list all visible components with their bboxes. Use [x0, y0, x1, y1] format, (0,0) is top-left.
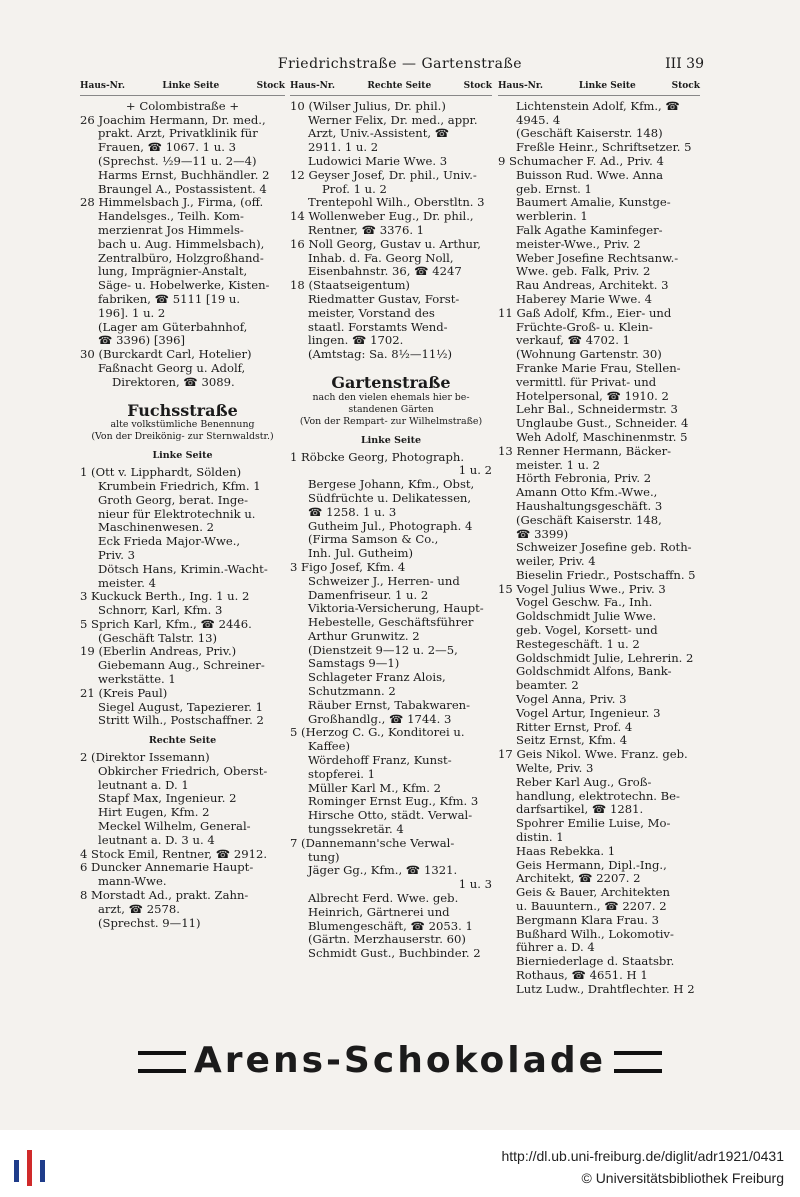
- directory-entry: (Von der Rempart- zur Wilhelmstraße): [299, 415, 483, 427]
- directory-entry: Harms Ernst, Buchhändler. 2: [98, 168, 270, 182]
- directory-entry: 1 u. 2: [458, 464, 492, 478]
- directory-entry: nieur für Elektrotechnik u.: [98, 507, 256, 521]
- copyright-notice: © Universitätsbibliothek Freiburg: [581, 1170, 784, 1186]
- directory-entry: 21 (Kreis Paul): [80, 686, 168, 700]
- directory-entry: 1 u. 3: [458, 878, 492, 892]
- directory-entry: 1 (Ott v. Lipphardt, Sölden): [80, 466, 242, 480]
- directory-entry: lingen. ☎ 1702.: [308, 334, 404, 348]
- directory-entry: Geis Hermann, Dipl.-Ing.,: [516, 858, 667, 872]
- directory-entry: Rothaus, ☎ 4651. H 1: [516, 969, 648, 982]
- directory-entry: distin. 1: [516, 831, 564, 845]
- directory-entry: Schutzmann. 2: [308, 685, 396, 699]
- directory-entry: Bergmann Klara Frau. 3: [516, 913, 660, 927]
- directory-entry: werkstätte. 1: [98, 673, 176, 687]
- directory-entry: Säge- u. Hobelwerke, Kisten-: [98, 279, 270, 293]
- directory-entry: ☎ 1258. 1 u. 3: [308, 505, 397, 519]
- directory-entry: verkauf, ☎ 4702. 1: [516, 334, 630, 348]
- directory-entry: Eck Frieda Major-Wwe.,: [98, 535, 241, 549]
- directory-entry: Stritt Wilh., Postschaffner. 2: [98, 714, 264, 728]
- col-head-house-no: Haus-Nr.: [80, 81, 125, 91]
- directory-entry: Bieselin Friedr., Postschaffn. 5: [516, 568, 696, 582]
- directory-entry: u. Bauuntern., ☎ 2207. 2: [516, 900, 667, 914]
- street-heading: Gartenstraße: [331, 375, 451, 390]
- directory-entry: 13 Renner Hermann, Bäcker-: [498, 444, 672, 458]
- directory-entry: Trentepohl Wilh., Oberstltn. 3: [308, 196, 485, 210]
- directory-entry: Inh. Jul. Gutheim): [308, 547, 414, 561]
- directory-entry: beamter. 2: [516, 679, 579, 693]
- directory-entry: Wwe. geb. Falk, Priv. 2: [516, 265, 651, 279]
- directory-entry: Haas Rebekka. 1: [516, 844, 616, 858]
- directory-entry: Ludowici Marie Wwe. 3: [308, 154, 448, 168]
- directory-entry: tung): [308, 850, 340, 864]
- directory-entry: staatl. Forstamts Wend-: [308, 320, 448, 334]
- directory-entry: Weber Josefine Rechtsanw.-: [516, 251, 679, 265]
- directory-entry: darfsartikel, ☎ 1281.: [516, 803, 644, 817]
- directory-entry: ☎ 3396) [396]: [98, 334, 186, 348]
- directory-entry: leutnant a. D. 1: [98, 778, 189, 792]
- directory-entry: Freßle Heinr., Schriftsetzer. 5: [516, 141, 692, 155]
- directory-entry: Franke Marie Frau, Stellen-: [516, 361, 681, 375]
- directory-entry: bach u. Aug. Himmelsbach),: [98, 237, 265, 251]
- directory-entry: Seitz Ernst, Kfm. 4: [516, 734, 628, 748]
- directory-entry: merzienrat Jos Himmels-: [98, 223, 244, 237]
- directory-entry: 3 Kuckuck Berth., Ing. 1 u. 2: [80, 590, 250, 604]
- col-head-floor: Stock: [256, 81, 285, 91]
- directory-entry: Lehr Bal., Schneidermstr. 3: [516, 403, 678, 417]
- directory-entry: fabriken, ☎ 5111 [19 u.: [98, 292, 241, 306]
- directory-entry: meister-Wwe., Priv. 2: [516, 237, 641, 251]
- directory-entry: Kaffee): [308, 740, 351, 754]
- directory-entry: alte volkstümliche Benennung: [110, 419, 255, 431]
- directory-entry: Welte, Priv. 3: [516, 762, 594, 776]
- page-number: III 39: [665, 56, 704, 72]
- directory-entry: stopferei. 1: [308, 767, 376, 781]
- directory-entry: Krumbein Friedrich, Kfm. 1: [98, 479, 261, 493]
- directory-entry: Hirt Eugen, Kfm. 2: [98, 806, 210, 820]
- directory-entry: (Sprechst. ½9—11 u. 2—4): [98, 154, 257, 168]
- directory-entry: meister, Vorstand des: [308, 306, 435, 320]
- directory-entry: Reber Karl Aug., Groß-: [516, 775, 652, 789]
- directory-entry: geb. Ernst. 1: [516, 182, 592, 196]
- directory-entry: Falk Agathe Kaminfeger-: [516, 223, 663, 237]
- directory-entry: (Geschäft Kaiserstr. 148): [516, 127, 663, 141]
- column-header: [290, 80, 492, 96]
- directory-entry: Siegel August, Tapezierer. 1: [98, 700, 264, 714]
- directory-entry: Geis & Bauer, Architekten: [516, 886, 670, 900]
- directory-entry: Lutz Ludw., Drahtflechter. H 2: [516, 982, 695, 996]
- directory-entry: Haberey Marie Wwe. 4: [516, 292, 652, 306]
- directory-entry: 9 Schumacher F. Ad., Priv. 4: [498, 154, 664, 168]
- directory-entry: Früchte-Groß- u. Klein-: [516, 320, 653, 334]
- directory-entry: 30 (Burckardt Carl, Hotelier): [80, 348, 252, 362]
- directory-entry: Direktoren, ☎ 3089.: [112, 375, 235, 389]
- directory-entry: (Geschäft Kaiserstr. 148,: [516, 513, 662, 527]
- directory-entry: Schmidt Gust., Buchbinder. 2: [308, 947, 481, 961]
- directory-entry: führer a. D. 4: [516, 941, 595, 955]
- directory-entry: Jäger Gg., Kfm., ☎ 1321.: [308, 864, 458, 878]
- col-head-side: Linke Seite: [162, 81, 220, 91]
- directory-entry: Vogel Geschw. Fa., Inh.: [516, 596, 653, 610]
- col-head-side: Rechte Seite: [367, 81, 432, 91]
- directory-entry: 18 (Staatseigentum): [290, 279, 410, 293]
- directory-entry: prakt. Arzt, Privatklinik für: [98, 127, 258, 141]
- directory-entry: Südfrüchte u. Delikatessen,: [308, 491, 472, 505]
- directory-entry: Dötsch Hans, Krimin.-Wacht-: [98, 562, 268, 576]
- directory-entry: 28 Himmelsbach J., Firma, (off.: [80, 196, 264, 210]
- directory-entry: Arzt, Univ.-Assistent, ☎: [308, 127, 450, 141]
- directory-entry: Gutheim Jul., Photograph. 4: [308, 519, 473, 533]
- directory-entry: Rentner, ☎ 3376. 1: [308, 223, 425, 237]
- directory-entry: weiler, Priv. 4: [516, 555, 596, 569]
- directory-entry: Maschinenwesen. 2: [98, 521, 215, 535]
- directory-entry: Viktoria-Versicherung, Haupt-: [308, 602, 484, 616]
- advertisement-text: Arens-Schokolade: [193, 1040, 607, 1081]
- directory-entry: meister. 1 u. 2: [516, 458, 600, 472]
- directory-entry: (Amtstag: Sa. 8½—11½): [308, 348, 453, 362]
- column-header: [498, 80, 700, 96]
- column-middle: [290, 80, 492, 961]
- directory-entry: lung, Imprägnier-Anstalt,: [98, 265, 248, 279]
- col-head-side: Linke Seite: [578, 81, 636, 91]
- directory-entry: Müller Karl M., Kfm. 2: [308, 781, 441, 795]
- directory-entry: Riedmatter Gustav, Forst-: [308, 292, 460, 306]
- entry-list: [290, 100, 492, 961]
- directory-entry: Bergese Johann, Kfm., Obst,: [308, 478, 475, 492]
- page-header-title: Friedrichstraße — Gartenstraße: [277, 56, 523, 72]
- directory-entry: 1 Röbcke Georg, Photograph.: [290, 450, 465, 464]
- directory-entry: + Colombistraße +: [125, 99, 240, 113]
- permalink-link[interactable]: http://dl.ub.uni-freiburg.de/diglit/adr1921/0431: [501, 1148, 784, 1164]
- viewer-footer: [0, 1136, 800, 1197]
- directory-entry: (Von der Dreikönig- zur Sternwaldstr.): [91, 431, 274, 443]
- directory-entry: Prof. 1 u. 2: [322, 182, 387, 196]
- directory-entry: mann-Wwe.: [98, 875, 167, 889]
- directory-entry: (Wohnung Gartenstr. 30): [516, 348, 662, 362]
- directory-entry: Faßnacht Georg u. Adolf,: [98, 361, 246, 375]
- directory-entry: Giebemann Aug., Schreiner-: [98, 659, 265, 673]
- directory-entry: Goldschmidt Julie Wwe.: [516, 610, 657, 624]
- directory-entry: 4945. 4: [516, 113, 561, 127]
- directory-entry: arzt, ☎ 2578.: [98, 902, 180, 916]
- directory-entry: Eisenbahnstr. 36, ☎ 4247: [308, 265, 462, 279]
- directory-entry: Schlageter Franz Alois,: [308, 671, 446, 685]
- directory-entry: Blumengeschäft, ☎ 2053. 1: [308, 919, 473, 933]
- directory-entry: 2911. 1 u. 2: [308, 141, 379, 155]
- directory-entry: 12 Geyser Josef, Dr. phil., Univ.-: [290, 168, 477, 182]
- directory-entry: Groth Georg, berat. Inge-: [98, 493, 249, 507]
- directory-entry: 10 (Wilser Julius, Dr. phil.): [290, 99, 446, 113]
- directory-entry: Handelsges., Teilh. Kom-: [98, 210, 244, 224]
- directory-entry: 5 (Herzog C. G., Konditorei u.: [290, 726, 465, 740]
- directory-entry: Spohrer Emilie Luise, Mo-: [516, 817, 671, 831]
- directory-entry: 2 (Direktor Issemann): [80, 751, 210, 765]
- directory-entry: werblerin. 1: [516, 210, 588, 224]
- entry-list: [498, 100, 700, 997]
- directory-entry: 5 Sprich Karl, Kfm., ☎ 2446.: [80, 617, 252, 631]
- library-logo-icon: [10, 1146, 50, 1190]
- directory-entry: Rominger Ernst Eug., Kfm. 3: [308, 795, 479, 809]
- directory-entry: Schweizer Josefine geb. Roth-: [516, 541, 692, 555]
- street-heading: Fuchsstraße: [127, 403, 238, 418]
- directory-entry: Räuber Ernst, Tabakwaren-: [308, 698, 471, 712]
- directory-entry: 26 Joachim Hermann, Dr. med.,: [80, 113, 266, 127]
- col-head-floor: Stock: [463, 81, 492, 91]
- directory-entry: Werner Felix, Dr. med., appr.: [308, 113, 478, 127]
- directory-entry: Großhandlg., ☎ 1744. 3: [308, 712, 452, 726]
- directory-entry: vermittl. für Privat- und: [516, 375, 657, 389]
- directory-entry: (Dienstzeit 9—12 u. 2—5,: [308, 643, 458, 657]
- directory-entry: Braungel A., Postassistent. 4: [98, 182, 267, 196]
- directory-entry: (Sprechst. 9—11): [98, 916, 201, 930]
- col-head-house-no: Haus-Nr.: [290, 81, 335, 91]
- directory-entry: Goldschmidt Alfons, Bank-: [516, 665, 672, 679]
- directory-entry: Samstags 9—1): [308, 657, 400, 671]
- directory-entry: Buisson Rud. Wwe. Anna: [516, 168, 664, 182]
- directory-entry: Restegeschäft. 1 u. 2: [516, 637, 640, 651]
- directory-entry: Stapf Max, Ingenieur. 2: [98, 792, 237, 806]
- directory-entry: 8 Morstadt Ad., prakt. Zahn-: [80, 889, 249, 903]
- col-head-house-no: Haus-Nr.: [498, 81, 543, 91]
- directory-entry: Goldschmidt Julie, Lehrerin. 2: [516, 651, 694, 665]
- directory-entry: tungssekretär. 4: [308, 823, 404, 837]
- column-header: [80, 80, 285, 96]
- side-heading: Linke Seite: [152, 450, 213, 462]
- directory-entry: 6 Duncker Annemarie Haupt-: [80, 861, 254, 875]
- directory-entry: standenen Gärten: [348, 403, 434, 415]
- directory-entry: meister. 4: [98, 576, 157, 590]
- directory-entry: Inhab. d. Fa. Georg Noll,: [308, 251, 454, 265]
- directory-entry: Bußhard Wilh., Lokomotiv-: [516, 927, 674, 941]
- directory-entry: Damenfriseur. 1 u. 2: [308, 588, 429, 602]
- directory-entry: 17 Geis Nikol. Wwe. Franz. geb.: [498, 748, 688, 762]
- directory-entry: geb. Vogel, Korsett- und: [516, 624, 658, 638]
- directory-entry: 7 (Dannemann'sche Verwal-: [290, 836, 455, 850]
- directory-entry: Vogel Artur, Ingenieur. 3: [516, 706, 661, 720]
- directory-entry: Heinrich, Gärtnerei und: [308, 905, 450, 919]
- decorative-bar-left: [138, 1051, 186, 1073]
- directory-entry: Weh Adolf, Maschinenmstr. 5: [516, 430, 688, 444]
- directory-entry: Frauen, ☎ 1067. 1 u. 3: [98, 141, 236, 155]
- directory-entry: Meckel Wilhelm, General-: [98, 820, 251, 834]
- directory-entry: Architekt, ☎ 2207. 2: [516, 872, 641, 886]
- directory-entry: Baumert Amalie, Kunstge-: [516, 196, 671, 210]
- directory-entry: Hotelpersonal, ☎ 1910. 2: [516, 389, 669, 403]
- directory-entry: Obkircher Friedrich, Oberst-: [98, 764, 268, 778]
- directory-entry: 14 Wollenweber Eug., Dr. phil.,: [290, 210, 474, 224]
- directory-entry: nach den vielen ehemals hier be-: [312, 391, 470, 403]
- directory-entry: ☎ 3399): [516, 527, 569, 541]
- column-right: [498, 80, 700, 997]
- directory-entry: leutnant a. D. 3 u. 4: [98, 833, 215, 847]
- directory-entry: Hörth Febronia, Priv. 2: [516, 472, 652, 486]
- directory-entry: Schweizer J., Herren- und: [308, 574, 460, 588]
- directory-entry: Hebestelle, Geschäftsführer: [308, 616, 474, 630]
- directory-entry: Amann Otto Kfm.-Wwe.,: [516, 486, 658, 500]
- directory-entry: 196]. 1 u. 2: [98, 306, 166, 320]
- directory-entry: 11 Gaß Adolf, Kfm., Eier- und: [498, 306, 672, 320]
- directory-entry: Arthur Grunwitz. 2: [308, 629, 420, 643]
- directory-entry: Unglaube Gust., Schneider. 4: [516, 417, 689, 431]
- directory-entry: Priv. 3: [98, 548, 135, 562]
- directory-entry: Zentralbüro, Holzgroßhand-: [98, 251, 264, 265]
- directory-entry: Ritter Ernst, Prof. 4: [516, 720, 633, 734]
- directory-entry: Wördehoff Franz, Kunst-: [308, 754, 452, 768]
- directory-entry: (Gärtn. Merzhauserstr. 60): [308, 933, 466, 947]
- directory-entry: Hirsche Otto, städt. Verwal-: [308, 809, 473, 823]
- directory-entry: (Geschäft Talstr. 13): [98, 631, 218, 645]
- side-heading: Rechte Seite: [148, 735, 217, 747]
- directory-entry: (Lager am Güterbahnhof,: [98, 320, 248, 334]
- advertisement-banner: [70, 1040, 730, 1081]
- entry-list: [80, 100, 285, 931]
- col-head-floor: Stock: [671, 81, 700, 91]
- directory-entry: handlung, elektrotechn. Be-: [516, 789, 680, 803]
- directory-entry: Albrecht Ferd. Wwe. geb.: [308, 892, 459, 906]
- directory-entry: 4 Stock Emil, Rentner, ☎ 2912.: [80, 847, 268, 861]
- directory-entry: 19 (Eberlin Andreas, Priv.): [80, 645, 237, 659]
- directory-entry: Vogel Anna, Priv. 3: [516, 693, 627, 707]
- directory-entry: (Firma Samson & Co.,: [308, 533, 439, 547]
- side-heading: Linke Seite: [360, 434, 422, 446]
- directory-entry: 3 Figo Josef, Kfm. 4: [290, 560, 406, 574]
- directory-entry: Schnorr, Karl, Kfm. 3: [98, 604, 223, 618]
- column-left: [80, 80, 285, 930]
- decorative-bar-right: [614, 1051, 662, 1073]
- directory-entry: Rau Andreas, Architekt. 3: [516, 279, 669, 293]
- directory-entry: Bierniederlage d. Staatsbr.: [516, 955, 675, 969]
- directory-entry: Haushaltungsgeschäft. 3: [516, 499, 663, 513]
- directory-entry: 16 Noll Georg, Gustav u. Arthur,: [290, 237, 481, 251]
- directory-entry: Lichtenstein Adolf, Kfm., ☎: [516, 99, 680, 113]
- directory-entry: 15 Vogel Julius Wwe., Priv. 3: [498, 582, 666, 596]
